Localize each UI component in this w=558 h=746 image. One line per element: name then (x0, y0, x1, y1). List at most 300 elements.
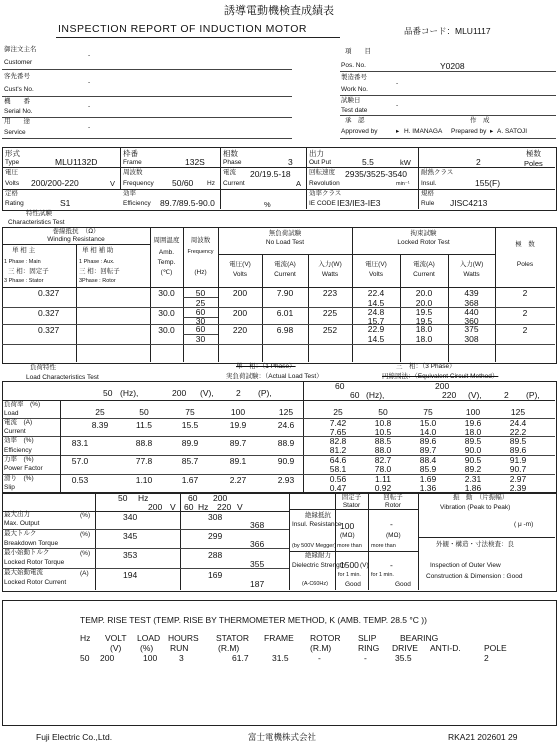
cust-no-label: Cust's No. (4, 86, 34, 93)
noload-heading: No Load Test (265, 239, 305, 246)
efficiency-label-jp: 効率 (123, 190, 136, 197)
lc-current-value-60: 15.0 (419, 418, 437, 428)
test-date-label: Test date (341, 107, 368, 114)
stator-label-jp: 三 相：固定子 (8, 268, 49, 275)
lc-eff-value-60b: 89.7 (419, 445, 437, 455)
lc-eff-value: 89.9 (181, 438, 199, 448)
current-value: 20/19.5-18 (250, 169, 291, 179)
tr-hours-header: HOURS (168, 633, 199, 643)
load-label: Load (4, 410, 19, 417)
lc-slip-value-60: 0.56 (329, 474, 347, 484)
char-test-heading: Characteristics Test (8, 219, 65, 226)
breakdown-label-jp: 最大トルク (4, 530, 37, 537)
equiv-circuit-label: 円線図法：（Equivalent Circuit Method） (382, 373, 499, 380)
stator-label: 3 Phase : Stator (4, 278, 44, 284)
lc-current-value-60b: 10.5 (374, 427, 392, 437)
frequency-value: 50/60 (172, 178, 194, 188)
lc-pf-value-60: 64.6 (329, 455, 347, 465)
load-value: 25 (333, 407, 343, 417)
tr-slip-header: SLIP (358, 633, 377, 643)
noload-a-value: 6.01 (276, 308, 294, 318)
rule-value: JISC4213 (450, 198, 488, 208)
dielectric-min-stator: for 1 min. (338, 572, 361, 578)
freq-unit: (Hz) (194, 269, 207, 276)
res-value: 0.327 (38, 308, 60, 318)
lc-slip-value: 0.53 (71, 475, 89, 485)
lc-pf-value: 57.0 (71, 456, 89, 466)
tr-volt-unit: (V) (110, 643, 122, 653)
phase-value: 3 (288, 157, 293, 167)
tr-load-header: LOAD (137, 633, 161, 643)
load-label-jp: 負荷率 (%) (4, 401, 41, 408)
lc-pf-value-60: 90.5 (464, 455, 482, 465)
lc-current-value-60b: 14.0 (419, 427, 437, 437)
poles-label-jp: 極数 (526, 149, 541, 158)
locked-v-value: 22.4 (367, 288, 385, 298)
lc-eff-value-60: 89.5 (509, 436, 527, 446)
noload-a-value: 6.98 (276, 325, 294, 335)
lc-slip-value: 1.67 (181, 475, 199, 485)
locked-w-value: 375 (464, 324, 479, 334)
locked-w-value-2: 360 (464, 316, 479, 326)
cond-v-value: 220 (442, 390, 457, 400)
max-output-label: Max. Output (4, 520, 40, 527)
cond-hz-top: 60 (335, 381, 345, 391)
lower-v-value-2: 200 (213, 493, 228, 503)
rule-label: Rule (421, 200, 435, 207)
locked-a-label: Current (413, 271, 435, 278)
char-test-heading-jp: 特性試験 (26, 210, 52, 217)
output-unit: kW (400, 158, 411, 167)
noload-v-value: 220 (232, 325, 248, 335)
lower-hz-value-2: 60 (188, 493, 198, 503)
cond-v-unit: (V), (200, 388, 214, 398)
locked-heading-jp: 拘束試験 (410, 230, 437, 237)
single-phase-label: 単 相：（1 Phase） (236, 363, 296, 370)
lc-current-value-60b: 7.65 (329, 427, 347, 437)
load-value: 125 (510, 407, 526, 417)
efficiency-value: 89.7/89.5-90.0 (160, 198, 215, 208)
lower-hz-unit-2: Hz (198, 502, 209, 512)
work-label-jp: 製造番号 (341, 74, 367, 81)
footer-doc-code: RKA21 202601 29 (448, 732, 518, 742)
output-label-jp: 出力 (309, 149, 324, 158)
voltage-unit: V (110, 179, 116, 188)
freq-value: 60 (195, 307, 206, 317)
lc-pf-value-60b: 78.0 (374, 464, 392, 474)
lc-pf-value-60b: 58.1 (329, 464, 347, 474)
output-label: Out Put (309, 159, 332, 166)
tr-drive-label: DRIVE (392, 643, 418, 653)
dielectric-good-rotor: Good (395, 581, 411, 588)
locked-torque-label-jp: 最小始動トルク (4, 549, 50, 556)
vibration-unit: ( μ -m) (514, 521, 534, 528)
dielectric-rotor-value: - (390, 560, 393, 570)
current-label-jp: 電流 (223, 169, 236, 176)
temp-label: Temp. (157, 259, 176, 266)
lc-eff-value-60: 89.6 (419, 436, 437, 446)
breakdown-value-60b: 366 (250, 539, 265, 549)
amb-label: Amb. (158, 249, 175, 256)
cond-v-value: 200 (172, 388, 187, 398)
lc-current-value-60: 7.42 (329, 418, 347, 428)
tr-rotor-unit: (R.M) (310, 643, 332, 653)
lc-eff-label: Efficiency (4, 447, 32, 454)
locked-torque-value-50: 353 (123, 550, 138, 560)
insul-value: 155(F) (475, 178, 501, 188)
insul-res-unit: (by 500V Megger) (292, 543, 337, 549)
revolution-value: 2935/3525-3540 (345, 169, 407, 179)
lc-slip-value-60: 2.97 (509, 474, 527, 484)
locked-current-value-60b: 187 (250, 579, 265, 589)
lc-current-value: 19.9 (229, 420, 247, 430)
res-value: 0.327 (38, 288, 60, 298)
winding-heading-jp: 巻線抵抗 （Ω） (52, 228, 100, 235)
noload-w-value: 225 (322, 308, 338, 318)
type-value: MLU1132D (55, 157, 98, 167)
tr-drive-value: 35.5 (395, 653, 412, 663)
load-value: 50 (378, 407, 388, 417)
cond-hz-value: 50 (103, 388, 113, 398)
tr-hz-header: Hz (80, 633, 91, 643)
max-output-value-50: 340 (123, 512, 138, 522)
locked-torque-value-60: 288 (208, 550, 223, 560)
efficiency-label: Efficiency (123, 200, 151, 207)
tr-pole-label: POLE (484, 643, 507, 653)
tr-rotor-value: - (318, 653, 321, 663)
approved-label-jp: 承 認 (345, 117, 365, 124)
locked-torque-value-60b: 355 (250, 559, 265, 569)
locked-a-value-2: 19.5 (415, 316, 433, 326)
freq-label-jp: 周波数 (190, 237, 211, 244)
outer-view-jp: 外観・構造・寸法検査：良 (436, 541, 514, 548)
cond-hz-unit: (Hz), (366, 390, 385, 400)
locked-current-value-60: 169 (208, 570, 223, 580)
lc-current-value-60: 10.8 (374, 418, 392, 428)
locked-w-value-2: 308 (464, 334, 479, 344)
tr-hours-value: 3 (179, 653, 184, 663)
tr-stator-header: STATOR (216, 633, 250, 643)
lc-pf-value-60b: 90.7 (509, 464, 527, 474)
noload-heading-jp: 無負荷試験 (268, 230, 302, 237)
lc-eff-value: 88.8 (135, 438, 153, 448)
footer-company-jp: 富士電機株式会社 (248, 732, 317, 742)
insul-res-label: Insul. Resistance (292, 521, 342, 528)
locked-a-value: 20.0 (415, 288, 433, 298)
locked-w-label: Watts (463, 271, 480, 278)
voltage-value: 200/200-220 (31, 178, 79, 188)
locked-v-label-jp: 電圧(V) (365, 261, 387, 268)
amb-label-jp: 周囲温度 (153, 237, 180, 244)
cond-hz-value: 60 (350, 390, 360, 400)
locked-w-value: 440 (464, 307, 479, 317)
lc-current-label-jp: 電流 (A) (4, 419, 33, 426)
lc-pf-value: 77.8 (135, 456, 153, 466)
product-code: 品番コード：MLU1117 (404, 26, 491, 36)
service-label: Service (4, 129, 26, 136)
load-value: 25 (95, 407, 105, 417)
lc-slip-value-60b: 1.36 (419, 483, 437, 493)
insul-more-rotor: more than (371, 543, 396, 549)
rule-label-jp: 規格 (421, 190, 434, 197)
efficiency-unit: % (264, 200, 271, 209)
lc-current-value: 24.6 (277, 420, 295, 430)
revolution-label: Revolution (309, 180, 340, 187)
tr-stator-unit: (R.M) (218, 643, 240, 653)
lc-current-value: 15.5 (181, 420, 199, 430)
lc-pf-value-60: 88.4 (419, 455, 437, 465)
cust-no-value: - (88, 79, 91, 86)
max-output-value-60b: 368 (250, 520, 265, 530)
insul-res-label-jp: 絶縁抵抗 (305, 512, 331, 519)
customer-label: Customer (4, 59, 33, 66)
lc-pf-value-60: 82.7 (374, 455, 392, 465)
frame-value: 132S (185, 157, 205, 167)
iecode-label: IE CODE (309, 200, 336, 207)
vibration-label-jp: 振 動 （片振幅） (453, 494, 509, 501)
outer-view-result: Construction & Dimension : Good (426, 573, 523, 580)
rotor-col-label-jp: 回転子 (383, 494, 403, 501)
noload-v-label-jp: 電圧(V) (229, 261, 251, 268)
insul-rotor-value: - (390, 519, 393, 529)
load-heading-jp: 負荷特性 (30, 364, 56, 371)
lc-slip-value-60: 1.69 (419, 474, 437, 484)
max-output-unit: (%) (80, 512, 91, 519)
ct-poles-label-jp: 極 数 (515, 241, 535, 248)
locked-heading: Locked Rotor Test (397, 239, 450, 246)
locked-a-value: 18.0 (415, 324, 433, 334)
tr-ring-label: RING (358, 643, 380, 653)
locked-v-label: Volts (368, 271, 384, 278)
lc-pf-value-60: 91.9 (509, 455, 527, 465)
cond-v-unit: (V), (468, 390, 482, 400)
lc-eff-value-60b: 88.0 (374, 445, 392, 455)
lc-slip-value-60: 1.11 (375, 474, 391, 484)
lc-pf-value: 89.1 (229, 456, 247, 466)
tr-pole-value: 2 (484, 653, 489, 663)
lc-current-value-60b: 22.2 (509, 427, 527, 437)
lower-v-value: 200 (148, 502, 163, 512)
noload-a-label-jp: 電流(A) (274, 261, 296, 268)
noload-v-value: 200 (232, 288, 248, 298)
res-value: 0.327 (38, 325, 60, 335)
lower-v-unit-2: V (237, 502, 243, 512)
noload-w-value: 223 (322, 288, 338, 298)
customer-label-jp: 御注文主名 (4, 46, 37, 53)
title-jp: 誘導電動機検査成績表 (224, 5, 334, 17)
locked-v-value: 22.9 (367, 324, 385, 334)
frequency-unit: Hz (207, 180, 215, 187)
cond-p-value: 2 (504, 390, 509, 400)
lower-hz-value-3: 60 (184, 502, 194, 512)
lc-slip-value-60b: 0.47 (329, 483, 347, 493)
cond-hz-unit: (Hz), (120, 388, 139, 398)
temp-rise-title: TEMP. RISE TEST (TEMP. RISE BY THERMOMETER METHOD, K (AMB. TEMP. 28.5 °C )) (80, 615, 427, 625)
voltage-label-jp: 電圧 (5, 169, 18, 176)
insul-stator-unit: (MΩ) (340, 532, 355, 539)
breakdown-value-50: 345 (123, 531, 138, 541)
lc-slip-value: 2.93 (277, 475, 295, 485)
service-value: - (88, 124, 91, 131)
lc-eff-value: 88.9 (277, 438, 295, 448)
dielectric-label-jp: 絶縁耐力 (305, 552, 331, 559)
output-value: 5.5 (362, 157, 374, 167)
type-label: Type (5, 159, 20, 166)
lc-pf-value: 85.7 (181, 456, 199, 466)
locked-v-value: 24.8 (367, 307, 385, 317)
noload-w-value: 252 (322, 325, 338, 335)
lc-pf-label: Power Factor (4, 465, 43, 472)
lc-eff-value-60b: 89.6 (509, 445, 527, 455)
rotor-col-label: Rotor (385, 502, 401, 509)
current-unit: A (296, 179, 302, 188)
tr-rotor-header: ROTOR (310, 633, 341, 643)
cond-v-top: 200 (435, 381, 450, 391)
load-value: 75 (185, 407, 195, 417)
load-value: 100 (465, 407, 481, 417)
locked-current-unit: (A) (80, 570, 89, 577)
freq-value-2: 25 (195, 298, 206, 308)
temp-value: 30.0 (158, 308, 175, 318)
tr-frame-header: FRAME (264, 633, 294, 643)
locked-w-value-2: 368 (464, 298, 479, 308)
winding-heading: Winding Resistance (47, 236, 105, 243)
dielectric-value: 1500 (340, 560, 359, 570)
tr-volt-value: 200 (100, 653, 115, 663)
insul-label: Insul. (421, 180, 437, 187)
locked-w-label-jp: 入力(W) (459, 261, 484, 268)
title-en: INSPECTION REPORT OF INDUCTION MOTOR (58, 23, 308, 35)
serial-label-jp: 機 番 (4, 98, 30, 105)
main-label: 1 Phase : Main (4, 259, 41, 265)
ct-poles-label: Poles (516, 261, 534, 268)
max-output-value-60: 308 (208, 512, 223, 522)
frequency-label: Frequency (123, 180, 154, 187)
tr-load-unit: (%) (140, 643, 154, 653)
serial-value: - (88, 103, 91, 110)
test-date-value: - (396, 102, 399, 109)
dielectric-label: Dielectric Strength (292, 562, 346, 569)
noload-w-label: Watts (321, 271, 339, 278)
locked-v-value-2: 14.5 (367, 298, 385, 308)
load-value: 125 (278, 407, 294, 417)
tr-hz-value: 50 (80, 653, 90, 663)
temp-value: 30.0 (158, 325, 175, 335)
tr-frame-value: 31.5 (272, 653, 289, 663)
actual-load-label: 実負荷試験：（Actual Load Test） (226, 373, 323, 380)
noload-w-label-jp: 入力(W) (318, 261, 342, 268)
freq-value: 60 (195, 324, 206, 334)
phase-label: Phase (223, 159, 242, 166)
locked-current-label-jp: 最大始動電流 (4, 569, 43, 576)
lc-slip-value-60b: 1.86 (464, 483, 482, 493)
approved-value: H. IMANAGA (404, 128, 443, 135)
rotor-label-jp: 三 相：回転子 (79, 268, 120, 275)
lc-eff-value: 83.1 (71, 438, 89, 448)
voltage-label: Volts (5, 180, 20, 187)
dielectric-unit: (V) (360, 562, 369, 569)
lc-slip-label-jp: 滑り (%) (4, 475, 34, 482)
noload-v-value: 200 (232, 308, 248, 318)
locked-current-value-50: 194 (123, 570, 138, 580)
lc-current-value: 11.5 (136, 420, 152, 430)
lc-current-label: Current (4, 428, 26, 435)
locked-torque-label: Locked Rotor Torque (4, 559, 65, 566)
frame-label-jp: 枠番 (123, 149, 138, 158)
frame-label: Frame (123, 159, 142, 166)
temp-unit: (℃) (160, 269, 173, 276)
rating-value: S1 (60, 198, 71, 208)
lower-v-value-3: 220 (217, 502, 232, 512)
lc-pf-value-60b: 89.2 (464, 464, 482, 474)
rating-label: Rating (5, 200, 24, 207)
revolution-label-jp: 回転速度 (309, 169, 335, 176)
locked-v-value-2: 14.5 (367, 334, 385, 344)
pos-value: Y0208 (440, 61, 465, 71)
approved-label: Approved by (341, 128, 378, 135)
type-label-jp: 形式 (5, 149, 20, 158)
tr-load-value: 100 (143, 653, 158, 663)
current-label: Current (223, 180, 245, 187)
lc-slip-label: Slip (4, 484, 15, 491)
insul-rotor-unit: (MΩ) (386, 532, 401, 539)
load-heading: Load Characteristics Test (26, 374, 99, 381)
lc-eff-value-60b: 81.2 (329, 445, 347, 455)
lc-pf-value: 90.9 (277, 456, 295, 466)
stator-col-label-jp: 固定子 (341, 494, 362, 501)
tr-volt-header: VOLT (105, 633, 127, 643)
poles-value: 2 (522, 308, 528, 318)
customer-value: - (88, 52, 91, 59)
lc-current-value-60b: 18.0 (464, 427, 482, 437)
temp-value: 30.0 (158, 288, 175, 298)
rotor-label: 3Phase : Rotor (79, 278, 116, 284)
breakdown-unit: (%) (80, 531, 91, 538)
locked-v-value-2: 15.7 (367, 316, 385, 326)
lc-current-value-60: 24.4 (509, 418, 527, 428)
noload-a-label: Current (274, 271, 296, 278)
three-phase-label: 三 相：（3 Phase） (396, 363, 456, 370)
vibration-label: Vibration (Peak to Peak) (440, 504, 511, 511)
iecode-value: IE3/IE3-IE3 (337, 198, 381, 208)
freq-value-2: 30 (195, 316, 206, 326)
tr-antid-label: ANTI-D. (430, 643, 461, 653)
dielectric-ac: (A-C60Hz) (302, 581, 328, 587)
tr-stator-value: 61.7 (232, 653, 249, 663)
lc-eff-value-60: 88.5 (374, 436, 392, 446)
cond-p-value: 2 (236, 388, 241, 398)
pos-label: Pos. No. (341, 62, 366, 69)
poles-value: 2 (522, 288, 528, 298)
service-label-jp: 用 途 (4, 118, 30, 125)
lc-pf-value-60b: 85.9 (419, 464, 437, 474)
locked-a-value: 19.5 (415, 307, 433, 317)
freq-label: Frequency (187, 249, 214, 255)
max-output-label-jp: 最大出力 (4, 511, 30, 518)
iecode-label-jp: 効率クラス (309, 190, 342, 197)
outer-view-label: Inspection of Outer View (430, 562, 501, 569)
freq-value: 50 (195, 288, 206, 298)
lc-eff-value-60: 82.8 (329, 436, 347, 446)
locked-torque-unit: (%) (80, 550, 91, 557)
lower-hz-unit: Hz (138, 493, 149, 503)
dielectric-good-stator: Good (345, 581, 361, 588)
insul-label-jp: 耐熱クラス (421, 169, 454, 176)
breakdown-label: Breakdown Torque (4, 540, 59, 547)
tr-run-label: RUN (170, 643, 189, 653)
main-label-jp: 単 相 主 (12, 247, 36, 254)
lc-slip-value: 1.10 (135, 475, 153, 485)
